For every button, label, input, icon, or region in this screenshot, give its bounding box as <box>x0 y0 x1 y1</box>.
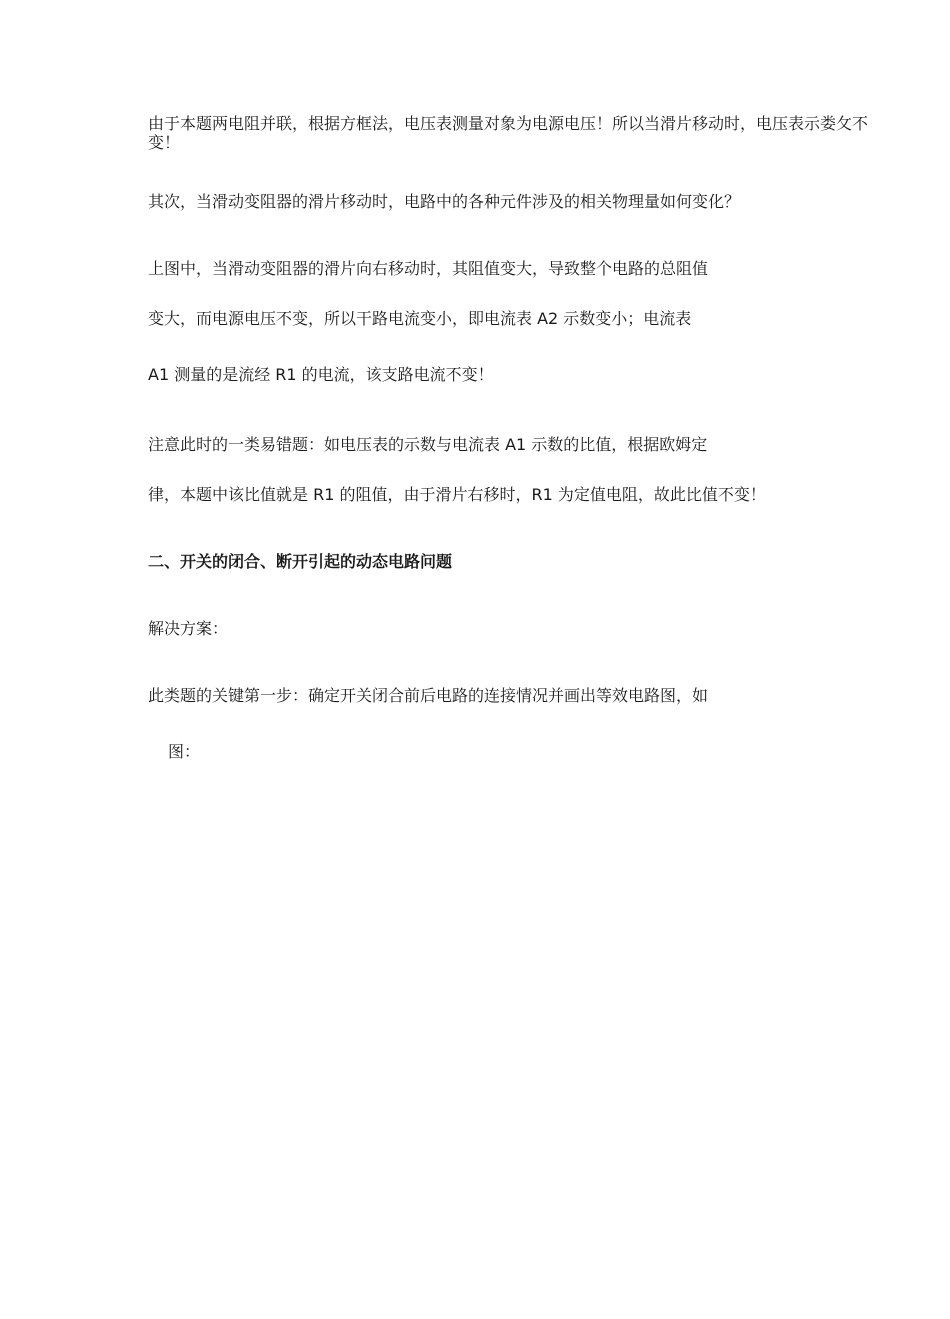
step-text: 此类题的关键第一步：确定开关闭合前后电路的连接情况并画出等效电路图，如 <box>148 686 709 705</box>
step-text-continuation: 图： <box>168 742 201 761</box>
paragraph-analysis-line-2: 变大，而电源电压不变，所以干路电流变小，即电流表 A2 示数变小；电流表 <box>148 309 692 328</box>
paragraph-analysis-line-1: 上图中，当滑动变阻器的滑片向右移动时，其阻值变大，导致整个电路的总阻值 <box>148 259 709 278</box>
solution-label: 解决方案： <box>148 619 229 638</box>
paragraph-question: 其次，当滑动变阻器的滑片移动时，电路中的各种元件涉及的相关物理量如何变化？ <box>148 192 741 211</box>
section-heading: 二、开关的闭合、断开引起的动态电路问题 <box>148 552 453 571</box>
paragraph-note-line-1: 注意此时的一类易错题：如电压表的示数与电流表 A1 示数的比值，根据欧姆定 <box>148 435 708 454</box>
paragraph-note-line-2: 律，本题中该比值就是 R1 的阻值，由于滑片右移时，R1 为定值电阻，故此比值不变！ <box>148 485 766 504</box>
paragraph-analysis-line-3: A1 测量的是流经 R1 的电流，该支路电流不变！ <box>148 365 494 384</box>
paragraph-voltmeter-conclusion: 由于本题两电阻并联，根据方框法，电压表测量对象为电源电压！所以当滑片移动时，电压表示娄攵不变！ <box>148 114 869 152</box>
